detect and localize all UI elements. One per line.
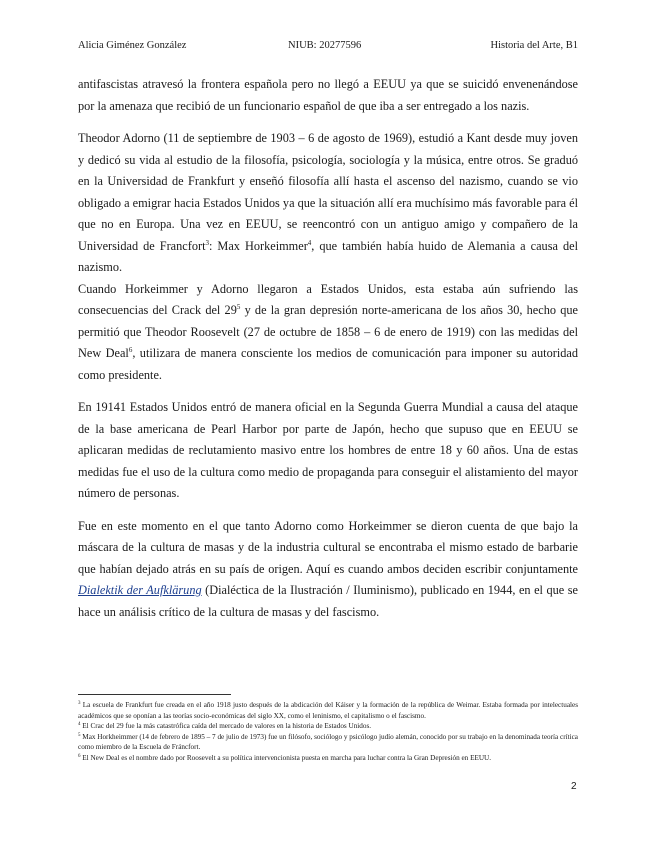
- paragraph-dialektik: Fue en este momento en el que tanto Adorno como Horkeimmer se dieron cuenta de que bajo la máscara de la cultura de masas y de la industria cultural se encontraba el mismo estado de barbarie que habían dejado atrás en su país de origen. Aquí es cuando ambos deciden escribir conjuntamente Dialektik der Aufklärung (Dialéctica de la Ilustración / Iluminismo), publicado en 1944, en el que se hace un análisis crítico de la cultura de masas y del fascismo.: [78, 518, 578, 619]
- footnote-item: $^4$ El Crac del 29 fue la más catastrófica caída del mercado de valores en la historia de Estados Unidos.: [78, 722, 372, 731]
- footnote-item: $^3$ La escuela de Frankfurt fue creada en el año 1918 justo después de la abdicación del Káiser y la formación de la república de Weimar. Estaba formada por intelectuales académicos que se oponían a las teorías socio-económicas del siglo XX, como el leninismo, el capitalismo o el fascismo.: [78, 701, 578, 720]
- footnote-ref-5[interactable]: 5: [236, 303, 241, 311]
- header-niub: NIUB: 20277596: [288, 40, 362, 51]
- paragraph-1: antifascistas atravesó la frontera española pero no llegó a EEUU ya que se suicidó envenenándose por la amenaza que recibió de un funcionario español de que iba a ser entregado a los nazis.: [78, 77, 578, 113]
- footnote-item: $^5$ Max Horkheimmer (14 de febrero de 1895 – 7 de julio de 1973) fue un filósofo, sociólogo y psicólogo judío alemán, conocido por su trabajo en la denominada teoría crítica como miembro de la Escuela de Fráncfort.: [78, 732, 578, 752]
- footnotes: [78, 700, 578, 764]
- page-number: 2: [571, 781, 577, 792]
- footnote-ref-4[interactable]: 4: [307, 238, 312, 247]
- header-course: Historia del Arte, B1: [490, 40, 578, 51]
- paragraph-crack: Cuando Horkeimmer y Adorno llegaron a Estados Unidos, esta estaba aún sufriendo las consecuencias del Crack del $29^5$ y de la gran depresión norte-americana de los años 30, hecho que permitió que Theodor Roosevelt (27 de octubre de 1858 – 6 de enero de 1919) con las medidas del New Deal$^6$, utilizara de manera consciente los medios de comunicación para imponer su autoridad como presidente.: [78, 281, 578, 382]
- body-text: [78, 74, 578, 623]
- header-author: Alicia Giménez González: [78, 40, 187, 51]
- paragraph-war: En 19141 Estados Unidos entró de manera oficial en la Segunda Guerra Mundial a causa del ataque de la base americana de Pearl Harbor por parte de Japón, hecho que supuso que en EEUU se aplicaran medidas de reclutamiento masivo entre los hombres de entre 18 y 60 años. Una de estas medidas fue el uso de la cultura como medio de propaganda para conseguir el alistamiento del mayor número de personas.: [78, 400, 578, 500]
- page-header: [78, 40, 578, 54]
- footnote-ref-3[interactable]: 3: [205, 238, 209, 247]
- footnote-separator: [78, 694, 231, 695]
- paragraph-adorno: Theodor Adorno (11 de septiembre de 1903 – 6 de agosto de 1969), estudió a Kant desde muy joven y dedicó su vida al estudio de la filosofía, psicología, sociología y la música, entre otros. Se graduó en la Universidad de Frankfurt y enseñó filosofía allí hasta el ascenso del nazismo, cuando se vio obligado a emigrar hacia Estados Unidos ya que la situación allí era muchísimo más favorable para él que no en Europa. Una vez en EEUU, se reencontró con un antiguo amigo y compañero de la Universidad de Francfort$^3$: Max Horkeimmer$^4$, que también había huido de Alemania a causa del nazismo.: [78, 131, 578, 274]
- footnote-ref-6[interactable]: 6: [128, 346, 133, 354]
- dialektik-link[interactable]: Dialektik der Aufklärung: [78, 583, 202, 597]
- footnote-item: $^6$ El New Deal es el nombre dado por Roosevelt a su política intervencionista puesta en marcha para luchar contra la Gran Depresión en EEUU.: [78, 753, 492, 762]
